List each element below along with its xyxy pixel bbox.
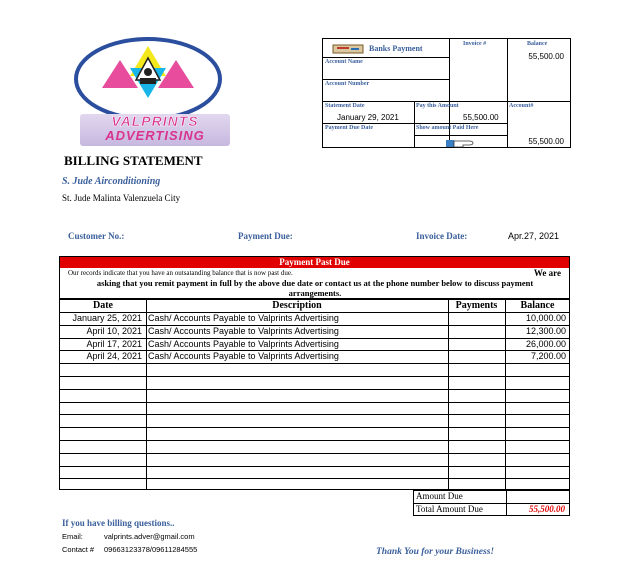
email-value[interactable]: valprints.adver@gmail.com: [104, 532, 195, 541]
billing-questions: If you have billing questions..: [62, 518, 175, 528]
invoice-date-label: Invoice Date:: [416, 231, 468, 241]
cell-date: April 24, 2021: [86, 351, 142, 362]
bank-box-title: Banks Payment: [369, 44, 423, 53]
account-number-label: Account Number: [325, 81, 370, 87]
past-due-block: [59, 256, 570, 299]
cell-date: April 10, 2021: [86, 325, 142, 336]
email-label: Email:: [62, 532, 83, 541]
table-row-divider: [60, 414, 569, 415]
customer-address: St. Jude Malinta Valenzuela City: [62, 193, 181, 203]
table-row-divider: [60, 402, 569, 403]
table-row-divider: [60, 466, 569, 467]
logo-line-1: VALPRINTS: [111, 113, 199, 129]
table-row-divider: [60, 440, 569, 441]
statement-date-label: Statement Date: [325, 103, 365, 109]
table-row-divider: [60, 453, 569, 454]
table-row: [60, 312, 571, 325]
bank-icon: [331, 42, 365, 54]
total-amount-label: Total Amount Due: [416, 504, 483, 514]
invoice-date-value: Apr.27, 2021: [508, 231, 560, 241]
account-no-label: Account#: [509, 103, 534, 109]
table-row: [60, 350, 571, 363]
total-amount-value: 55,500.00: [529, 504, 565, 514]
table-row: [60, 338, 571, 351]
page-title: BILLING STATEMENT: [64, 153, 203, 168]
past-due-request: asking that you remit payment in full by the above due date or contact us at the phone number below to discuss payment arrangements.: [96, 278, 534, 298]
phone-value: 09663123378/09611284555: [104, 545, 198, 554]
past-due-banner: Payment Past Due: [60, 257, 569, 268]
invoice-label: Invoice #: [463, 41, 487, 47]
cell-date: January 25, 2021: [72, 313, 142, 323]
cell-balance: 10,000.00: [525, 313, 566, 323]
cell-balance: 12,300.00: [525, 325, 566, 336]
company-logo: [68, 36, 238, 144]
balance-label: Balance: [527, 41, 548, 47]
past-due-we-are: We are: [533, 268, 561, 278]
cell-description: Cash/ Accounts Payable to Valprints Advertising: [148, 351, 339, 362]
statement-date-value: January 29, 2021: [337, 113, 399, 122]
amount-due-label: Amount Due: [416, 491, 463, 501]
customer-no-label: Customer No.:: [68, 231, 125, 241]
header-date: Date: [93, 300, 113, 311]
bank-payment-box: [322, 38, 571, 148]
cell-balance: 7,200.00: [530, 351, 566, 362]
customer-name: S. Jude Airconditioning: [62, 176, 161, 187]
table-row-divider: [60, 389, 569, 390]
balance-value: 55,500.00: [528, 52, 564, 61]
table-row-divider: [60, 363, 569, 364]
logo-line-2: ADVERTISING: [105, 128, 205, 143]
pointing-hand-icon: [445, 135, 475, 145]
pay-amount-value: 55,500.00: [463, 113, 499, 122]
show-paid-label: Show amount Paid Here: [416, 125, 479, 131]
due-date-label: Payment Due Date: [325, 125, 373, 131]
transactions-table: [59, 299, 570, 490]
pay-amount-label: Pay this Amount: [416, 103, 459, 109]
cell-description: Cash/ Accounts Payable to Valprints Advertising: [148, 325, 339, 336]
header-payments: Payments: [455, 300, 498, 311]
cell-description: Cash/ Accounts Payable to Valprints Advertising: [148, 313, 339, 323]
table-row-divider: [60, 478, 569, 479]
table-row-divider: [60, 427, 569, 428]
table-row: [60, 325, 571, 338]
table-row-divider: [60, 376, 569, 377]
cell-date: April 17, 2021: [86, 338, 142, 349]
payment-due-label: Payment Due:: [238, 231, 293, 241]
cell-balance: 26,000.00: [525, 338, 566, 349]
thank-you-note: Thank You for your Business!: [376, 547, 495, 557]
totals-box: [413, 490, 570, 516]
cell-description: Cash/ Accounts Payable to Valprints Advertising: [148, 338, 339, 349]
header-description: Description: [272, 300, 322, 311]
header-balance: Balance: [520, 300, 555, 311]
account-name-label: Account Name: [325, 59, 363, 65]
phone-label: Contact #: [62, 545, 95, 554]
past-due-notice: Our records indicate that you have an outsatanding balance that is now past due.: [68, 269, 293, 277]
bottom-balance-value: 55,500.00: [528, 137, 564, 146]
